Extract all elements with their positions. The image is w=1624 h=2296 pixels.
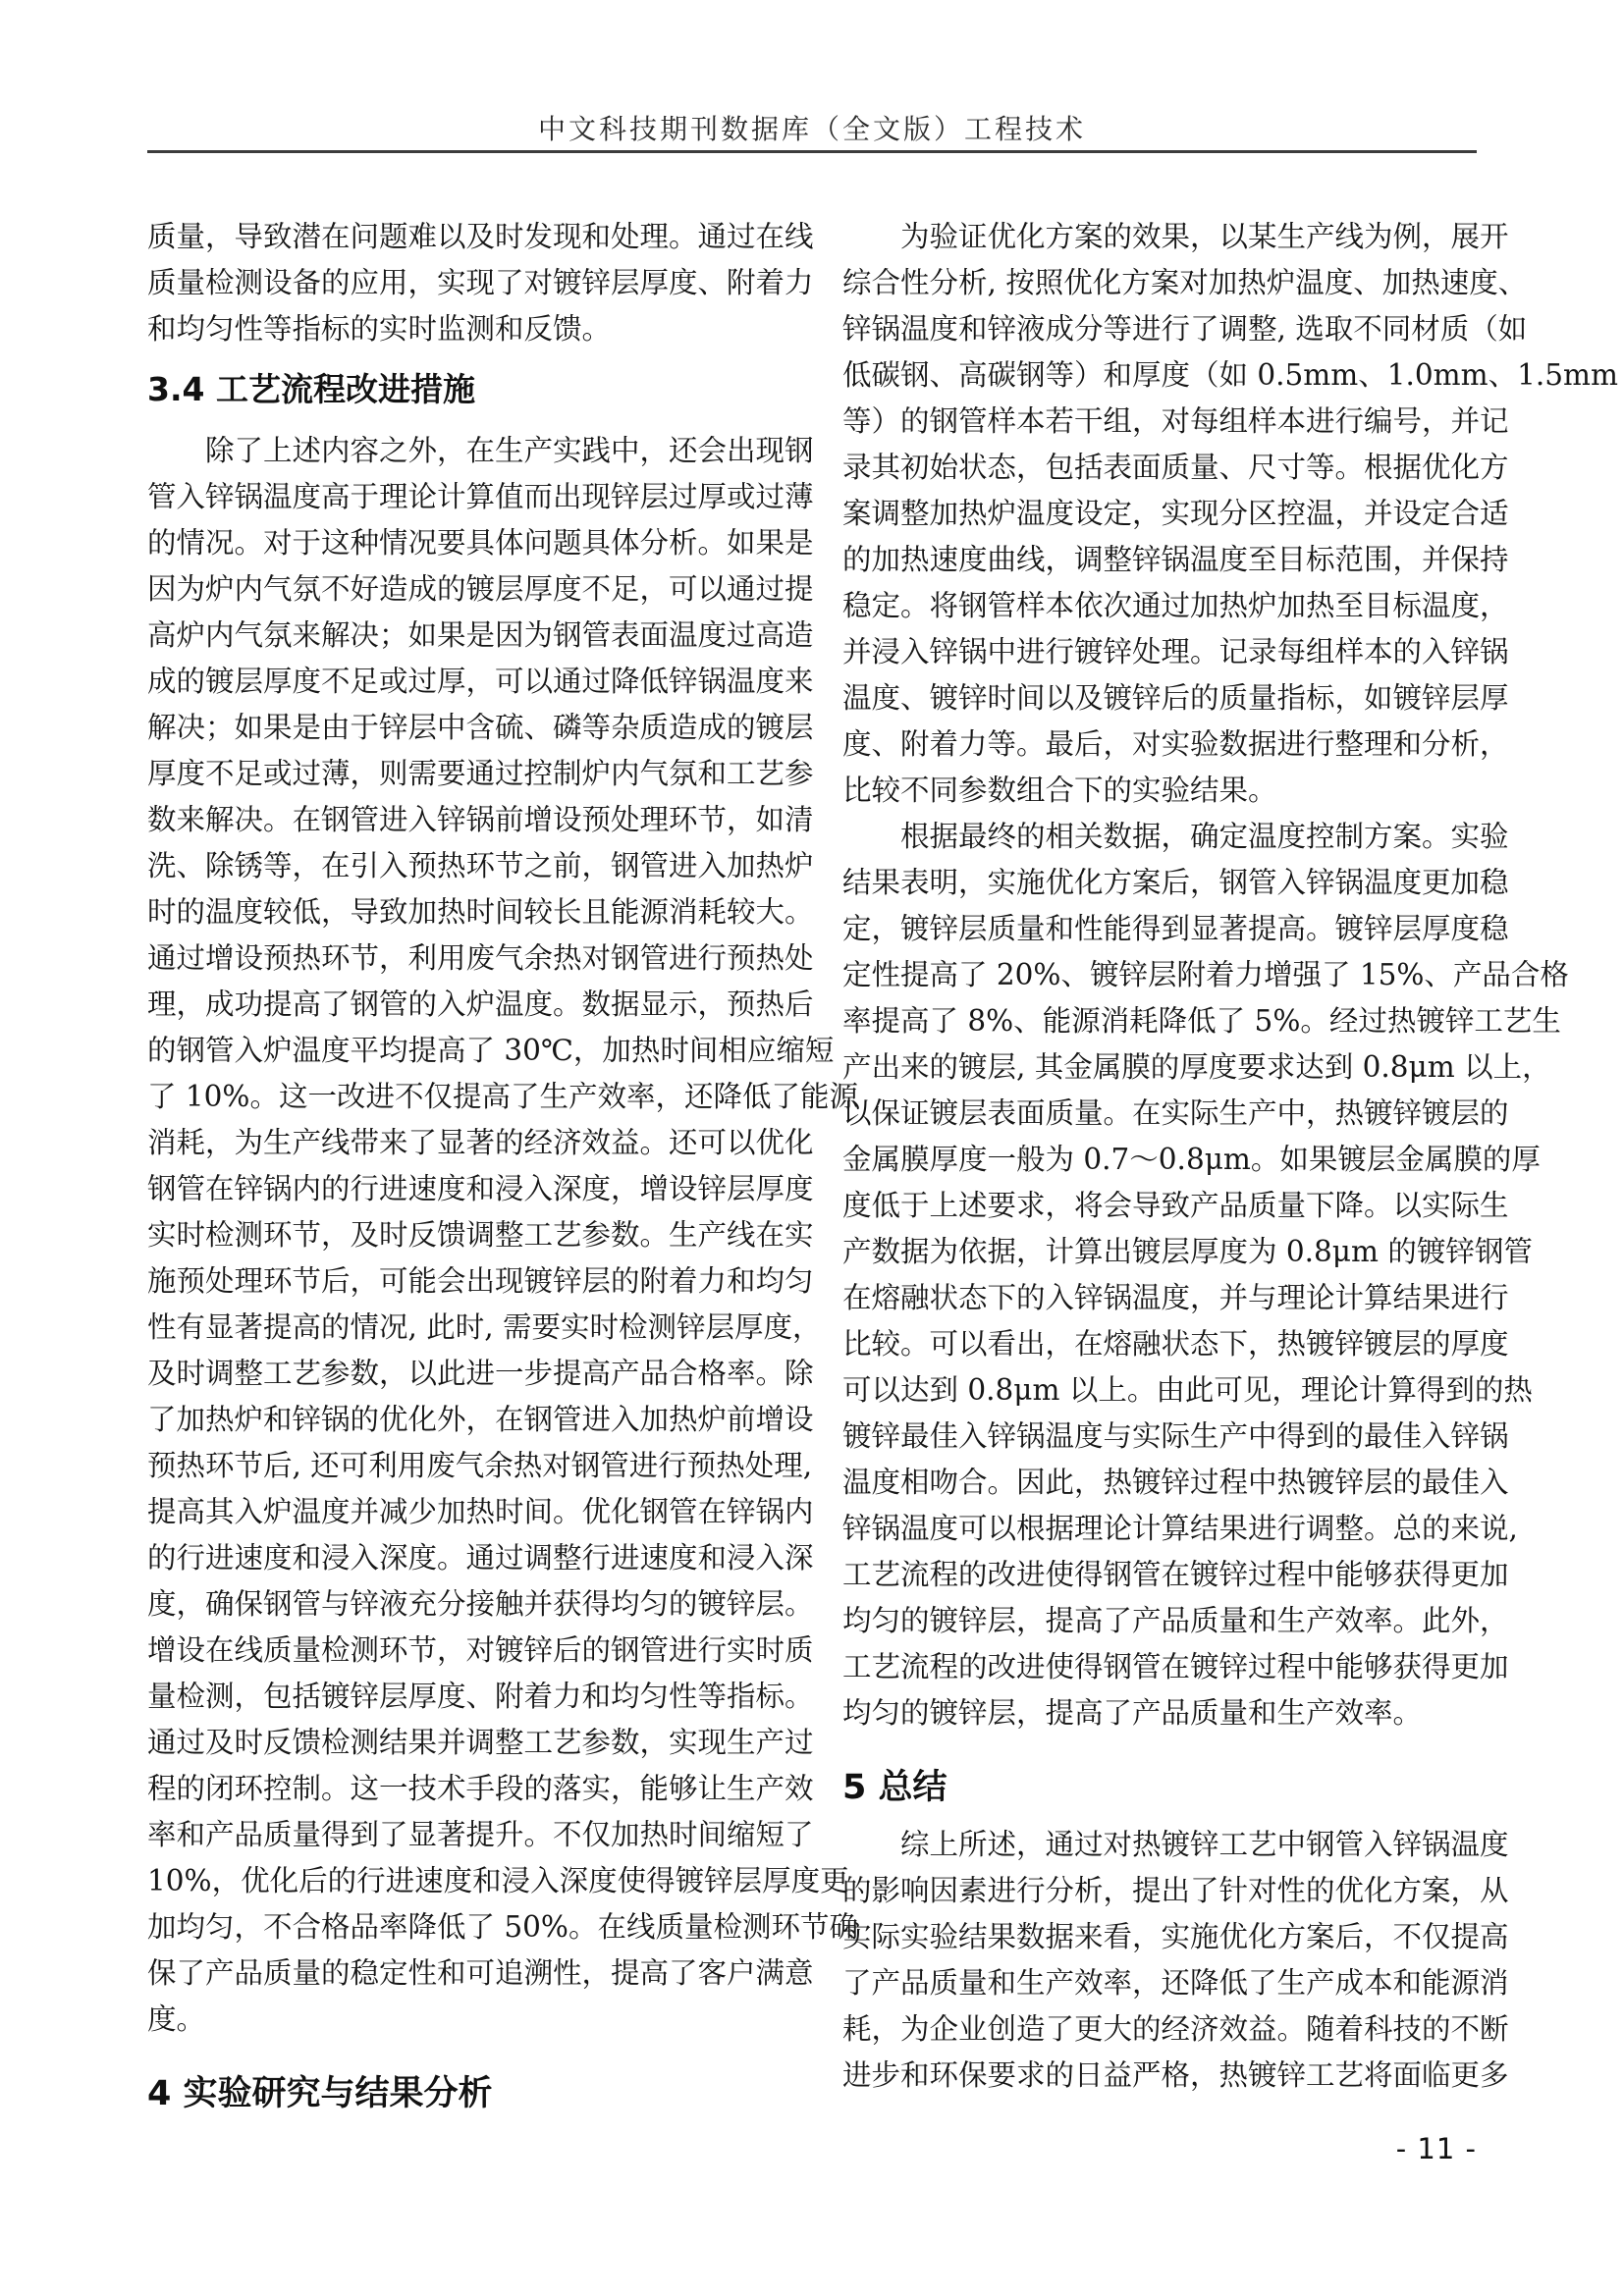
left-column [147, 214, 858, 2128]
text-line: 钢管在锌锅内的行进速度和浸入深度，增设锌层厚度 [147, 1172, 814, 1205]
text-line: 消耗，为生产线带来了显著的经济效益。还可以优化 [147, 1126, 814, 1159]
text-line: 数来解决。在钢管进入锌锅前增设预处理环节，如清 [147, 803, 814, 836]
paragraph-process-improvement [147, 428, 858, 2043]
text-line: 提高其入炉温度并减少加热时间。优化钢管在锌锅内 [147, 1495, 814, 1528]
text-line: 洗、除锈等，在引入预热环节之前，钢管进入加热炉 [147, 849, 814, 882]
text-line: 及时调整工艺参数，以此进一步提高产品合格率。除 [147, 1357, 814, 1390]
text-line: 除了上述内容之外，在生产实践中，还会出现钢 [205, 434, 814, 467]
text-line: 了 10%。这一改进不仅提高了生产效率，还降低了能源 [147, 1080, 858, 1113]
text-line: 以保证镀层表面质量。在实际生产中，热镀锌镀层的 [842, 1096, 1509, 1130]
journal-header-title: 中文科技期刊数据库（全文版）工程技术 [537, 113, 1086, 145]
text-line: 质量检测设备的应用，实现了对镀锌层厚度、附着力 [147, 266, 814, 299]
text-line: 保了产品质量的稳定性和可追溯性，提高了客户满意 [147, 1956, 814, 1990]
text-line: 解决；如果是由于锌层中含硫、磷等杂质造成的镀层 [147, 711, 814, 744]
paragraph-continuation [147, 214, 814, 352]
text-line: 在熔融状态下的入锌锅温度，并与理论计算结果进行 [842, 1281, 1509, 1314]
paragraph-experiment-setup [842, 214, 1618, 814]
text-line: 产出来的镀层, 其金属膜的厚度要求达到 0.8μm 以上， [842, 1050, 1551, 1084]
text-line: 产数据为依据，计算出镀层厚度为 0.8μm 的镀锌钢管 [842, 1235, 1533, 1268]
text-line: 度低于上述要求，将会导致产品质量下降。以实际生 [842, 1189, 1509, 1222]
text-line: 温度相吻合。因此，热镀锌过程中热镀锌层的最佳入 [842, 1466, 1509, 1499]
text-line: 的钢管入炉温度平均提高了 30℃，加热时间相应缩短 [147, 1034, 835, 1067]
text-line: 增设在线质量检测环节，对镀锌后的钢管进行实时质 [147, 1633, 814, 1667]
text-line: 耗，为企业创造了更大的经济效益。随着科技的不断 [842, 2012, 1509, 2046]
header-rule-divider [147, 150, 1477, 153]
text-line: 等）的钢管样本若干组，对每组样本进行编号，并记 [842, 404, 1509, 438]
text-line: 通过增设预热环节，利用废气余热对钢管进行预热处 [147, 941, 814, 975]
text-line: 可以达到 0.8μm 以上。由此可见，理论计算得到的热 [842, 1373, 1533, 1407]
text-line: 了产品质量和生产效率，还降低了生产成本和能源消 [842, 1966, 1509, 2000]
text-line: 工艺流程的改进使得钢管在镀锌过程中能够获得更加 [842, 1558, 1509, 1591]
text-line: 预热环节后, 还可利用废气余热对钢管进行预热处理, [147, 1449, 813, 1482]
text-line: 实时检测环节，及时反馈调整工艺参数。生产线在实 [147, 1218, 814, 1252]
text-line: 工艺流程的改进使得钢管在镀锌过程中能够获得更加 [842, 1650, 1509, 1683]
text-line: 率提高了 8%、能源消耗降低了 5%。经过热镀锌工艺生 [842, 1004, 1561, 1038]
text-line: 成的镀层厚度不足或过厚，可以通过降低锌锅温度来 [147, 665, 814, 698]
text-line: 录其初始状态，包括表面质量、尺寸等。根据优化方 [842, 451, 1509, 484]
text-line: 稳定。将钢管样本依次通过加热炉加热至目标温度， [842, 589, 1509, 622]
text-line: 度，确保钢管与锌液充分接触并获得均匀的镀锌层。 [147, 1587, 814, 1621]
text-line: 锌锅温度和锌液成分等进行了调整, 选取不同材质（如 [842, 312, 1528, 346]
text-line: 度、附着力等。最后，对实验数据进行整理和分析， [842, 727, 1509, 761]
paragraph-summary [842, 1822, 1509, 2099]
text-line: 根据最终的相关数据，确定温度控制方案。实验 [900, 820, 1509, 853]
text-line: 定性提高了 20%、镀锌层附着力增强了 15%、产品合格 [842, 958, 1569, 991]
text-line: 加均匀，不合格品率降低了 50%。在线质量检测环节确 [147, 1910, 858, 1944]
text-line: 量检测，包括镀锌层厚度、附着力和均匀性等指标。 [147, 1680, 814, 1713]
text-line: 施预处理环节后，可能会出现镀锌层的附着力和均匀 [147, 1264, 814, 1298]
text-line: 了加热炉和锌锅的优化外，在钢管进入加热炉前增设 [147, 1403, 814, 1436]
text-line: 和均匀性等指标的实时监测和反馈。 [147, 312, 612, 346]
text-line: 综上所述，通过对热镀锌工艺中钢管入锌锅温度 [900, 1828, 1509, 1861]
page-number: - 11 - [1395, 2132, 1477, 2165]
text-line: 的行进速度和浸入深度。通过调整行进速度和浸入深 [147, 1541, 814, 1575]
text-line: 度。 [147, 2002, 206, 2036]
text-line: 均匀的镀锌层，提高了产品质量和生产效率。此外， [842, 1604, 1509, 1637]
text-line: 10%，优化后的行进速度和浸入深度使得镀锌层厚度更 [147, 1864, 849, 1897]
text-line: 进步和环保要求的日益严格，热镀锌工艺将面临更多 [842, 2058, 1509, 2092]
text-line: 镀锌最佳入锌锅温度与实际生产中得到的最佳入锌锅 [842, 1419, 1509, 1453]
text-line: 管入锌锅温度高于理论计算值而出现锌层过厚或过薄 [147, 480, 814, 513]
text-line: 厚度不足或过薄，则需要通过控制炉内气氛和工艺参 [147, 757, 814, 790]
text-line: 金属膜厚度一般为 0.7～0.8μm。如果镀层金属膜的厚 [842, 1143, 1541, 1176]
heading-section-5: 5 总结 [842, 1768, 947, 1807]
text-line: 实际实验结果数据来看，实施优化方案后，不仅提高 [842, 1920, 1509, 1953]
text-line: 低碳钢、高碳钢等）和厚度（如 0.5mm、1.0mm、1.5mm [842, 358, 1618, 392]
text-line: 为验证优化方案的效果，以某生产线为例，展开 [900, 220, 1509, 253]
text-line: 通过及时反馈检测结果并调整工艺参数，实现生产过 [147, 1726, 814, 1759]
text-line: 案调整加热炉温度设定，实现分区控温，并设定合适 [842, 497, 1509, 530]
text-line: 并浸入锌锅中进行镀锌处理。记录每组样本的入锌锅 [842, 635, 1509, 668]
text-line: 定，镀锌层质量和性能得到显著提高。镀锌层厚度稳 [842, 912, 1509, 945]
text-line: 性有显著提高的情况, 此时, 需要实时检测锌层厚度， [147, 1310, 822, 1344]
heading-section-4: 4 实验研究与结果分析 [147, 2074, 493, 2113]
text-line: 结果表明，实施优化方案后，钢管入锌锅温度更加稳 [842, 866, 1509, 899]
text-line: 率和产品质量得到了显著提升。不仅加热时间缩短了 [147, 1818, 814, 1851]
text-line: 的影响因素进行分析，提出了针对性的优化方案，从 [842, 1874, 1509, 1907]
text-line: 高炉内气氛来解决；如果是因为钢管表面温度过高造 [147, 618, 814, 652]
text-line: 质量，导致潜在问题难以及时发现和处理。通过在线 [147, 220, 814, 253]
text-line: 比较。可以看出，在熔融状态下，热镀锌镀层的厚度 [842, 1327, 1509, 1361]
text-line: 综合性分析, 按照优化方案对加热炉温度、加热速度、 [842, 266, 1528, 299]
text-line: 时的温度较低，导致加热时间较长且能源消耗较大。 [147, 895, 814, 929]
right-column [842, 214, 1618, 2099]
text-line: 因为炉内气氛不好造成的镀层厚度不足，可以通过提 [147, 572, 814, 606]
text-line: 比较不同参数组合下的实验结果。 [842, 774, 1277, 807]
text-line: 理，成功提高了钢管的入炉温度。数据显示，预热后 [147, 988, 814, 1021]
text-line: 锌锅温度可以根据理论计算结果进行调整。总的来说, [842, 1512, 1518, 1545]
text-line: 程的闭环控制。这一技术手段的落实，能够让生产效 [147, 1772, 814, 1805]
text-line: 温度、镀锌时间以及镀锌后的质量指标，如镀锌层厚 [842, 681, 1509, 715]
heading-section-3-4: 3.4 工艺流程改进措施 [147, 370, 475, 408]
text-line: 的情况。对于这种情况要具体问题具体分析。如果是 [147, 526, 814, 560]
paragraph-experiment-results [842, 814, 1569, 1736]
text-line: 的加热速度曲线，调整锌锅温度至目标范围，并保持 [842, 543, 1509, 576]
text-line: 均匀的镀锌层，提高了产品质量和生产效率。 [842, 1696, 1423, 1730]
